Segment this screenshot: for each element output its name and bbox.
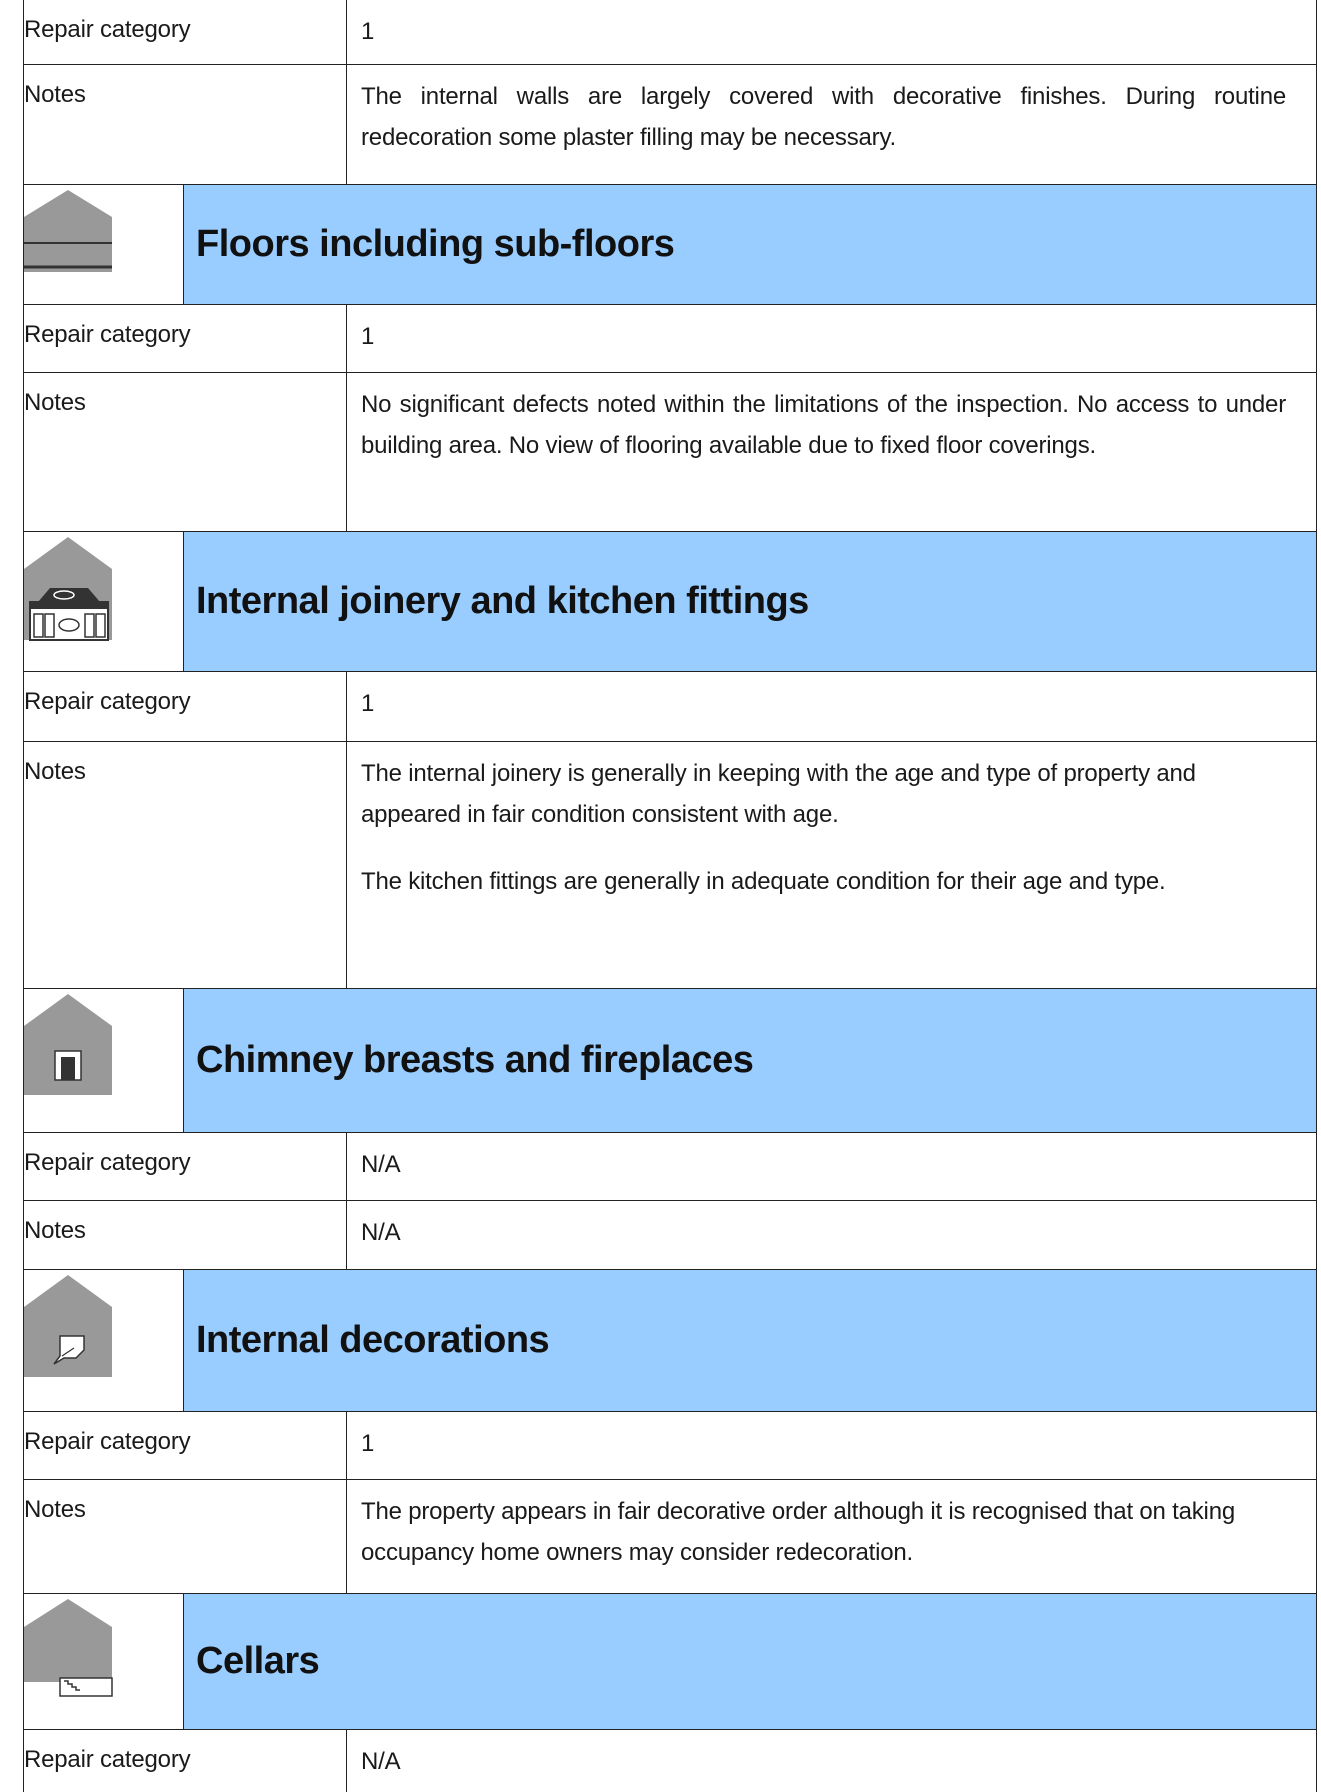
joinery-notes-row	[24, 742, 1316, 989]
section-header-cellars	[24, 1594, 1316, 1730]
repair-category-value: 1	[361, 323, 375, 350]
section-title-cell	[184, 532, 1316, 671]
repair-category-value: 1	[361, 690, 375, 717]
survey-report-page	[23, 0, 1317, 1792]
notes-value: No significant defects noted within the limitations of the inspection. No access to under building area. No view of flooring available due to fixed floor coverings.	[361, 391, 1286, 459]
chimney-notes-row	[24, 1201, 1316, 1270]
peeling-paper-icon	[24, 1270, 184, 1412]
section-icon-cell	[24, 1270, 184, 1411]
notes-paragraph: The internal joinery is generally in keeping with the age and type of property and appeared in fair condition consistent with age.	[361, 760, 1196, 828]
notes-label: Notes	[24, 65, 347, 184]
section-header-joinery	[24, 532, 1316, 672]
notes-paragraph: The kitchen fittings are generally in adequate condition for their age and type.	[361, 868, 1166, 895]
section-title: Chimney breasts and fireplaces	[196, 1039, 754, 1081]
repair-category-label: Repair category	[24, 1133, 347, 1200]
repair-category-label: Repair category	[24, 0, 347, 64]
notes-label: Notes	[24, 373, 347, 531]
section-icon-cell	[24, 532, 184, 671]
section-icon-cell	[24, 185, 184, 304]
decorations-notes-row	[24, 1480, 1316, 1594]
walls-repair-row	[24, 0, 1316, 65]
repair-category-value: 1	[361, 18, 375, 45]
chimney-repair-row	[24, 1133, 1316, 1201]
notes-value: N/A	[361, 1219, 401, 1246]
section-title: Floors including sub-floors	[196, 223, 675, 265]
floors-notes-row	[24, 373, 1316, 532]
section-header-decorations	[24, 1270, 1316, 1412]
floors-repair-row	[24, 305, 1316, 373]
cellar-stairs-icon	[24, 1594, 184, 1730]
notes-label: Notes	[24, 742, 347, 988]
section-title: Cellars	[196, 1640, 320, 1682]
notes-label: Notes	[24, 1480, 347, 1593]
notes-value	[347, 742, 1316, 988]
repair-category-label: Repair category	[24, 672, 347, 741]
floor-layers-icon	[24, 185, 184, 305]
walls-notes-row	[24, 65, 1316, 185]
repair-category-value: N/A	[361, 1748, 401, 1775]
repair-category-value: 1	[361, 1430, 375, 1457]
repair-category-label: Repair category	[24, 305, 347, 372]
repair-category-label: Repair category	[24, 1730, 347, 1792]
section-title-cell	[184, 1594, 1316, 1729]
section-title: Internal decorations	[196, 1319, 550, 1361]
notes-value: The internal walls are largely covered with decorative finishes. During routine redecoration some plaster filling may be necessary.	[361, 83, 1286, 151]
section-title-cell	[184, 989, 1316, 1132]
section-title: Internal joinery and kitchen fittings	[196, 580, 809, 622]
section-title-cell	[184, 1270, 1316, 1411]
repair-category-label: Repair category	[24, 1412, 347, 1479]
joinery-repair-row	[24, 672, 1316, 742]
section-header-chimney	[24, 989, 1316, 1133]
cellars-repair-row	[24, 1730, 1316, 1792]
decorations-repair-row	[24, 1412, 1316, 1480]
kitchen-fittings-icon	[24, 532, 184, 672]
section-header-floors	[24, 185, 1316, 305]
notes-label: Notes	[24, 1201, 347, 1269]
notes-value: The property appears in fair decorative order although it is recognised that on taking occupancy home owners may consider redecoration.	[361, 1498, 1235, 1566]
section-title-cell	[184, 185, 1316, 304]
section-icon-cell	[24, 1594, 184, 1729]
repair-category-value: N/A	[361, 1151, 401, 1178]
section-icon-cell	[24, 989, 184, 1132]
fireplace-icon	[24, 989, 184, 1133]
